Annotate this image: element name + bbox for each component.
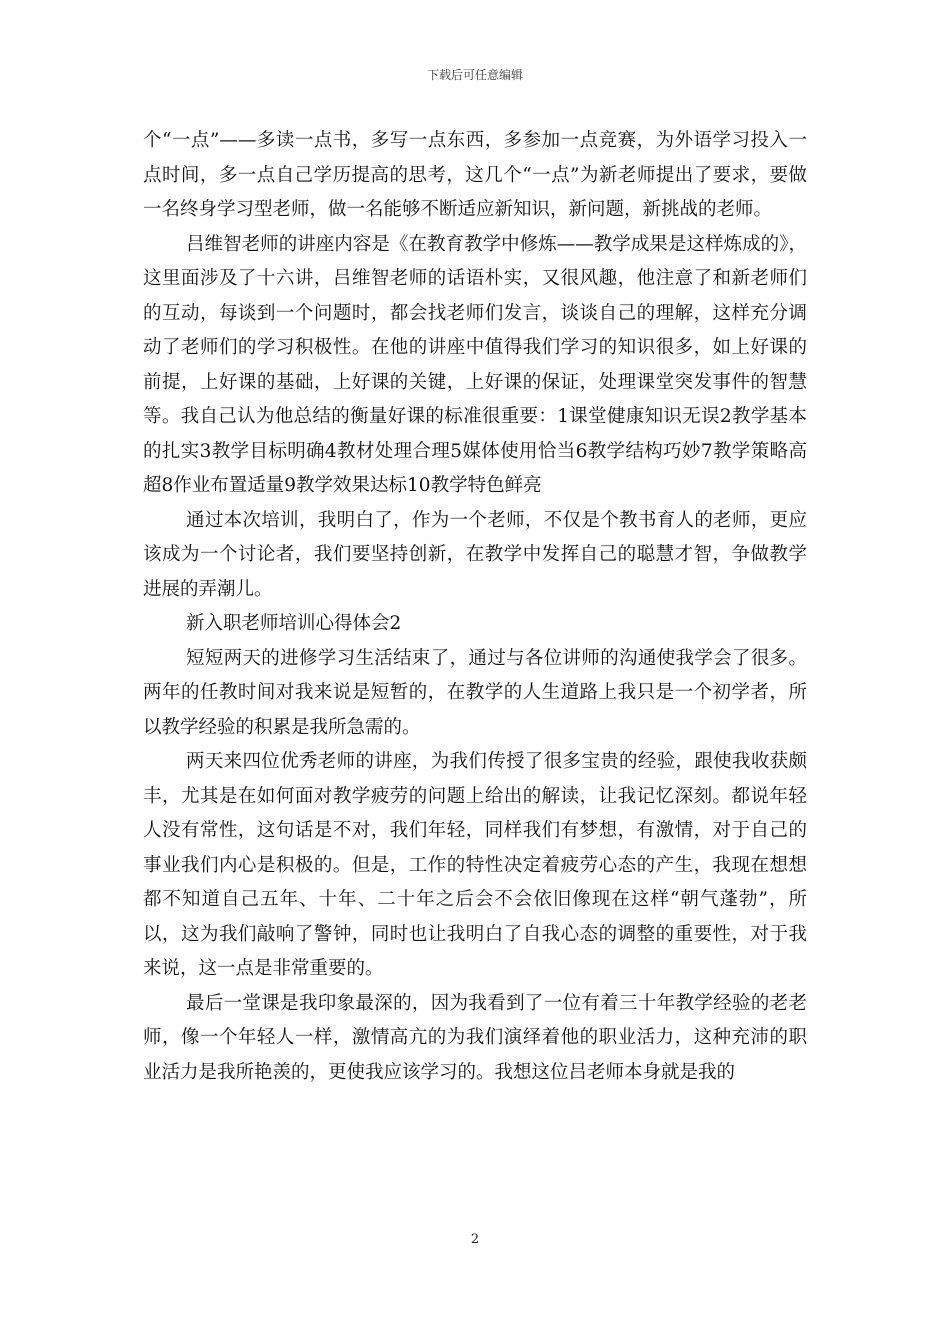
page-header: 下载后可任意编辑 [426,68,523,82]
document-body [143,124,807,1090]
paragraph-study-summary: 短短两天的进修学习生活结束了，通过与各位讲师的沟通使我学会了很多。两年的任教时间对我来说是短暂的，在教学的人生道路上我只是一个初学者，所以教学经验的积累是我所急需的。 [143,647,807,738]
paragraph-lecture-lv-weizhi: 吕维智老师的讲座内容是《在教育教学中修炼——教学成果是这样炼成的》，这里面涉及了十六讲，吕维智老师的话语朴实，又很风趣，他注意了和新老师们的互动，每谈到一个问题时，都会找老师们发言，谈谈自己的理解，这样充分调动了老师们的学习积极性。在他的讲座中值得我们学习的知识很多，如上好课的前提，上好课的基础，上好课的关键，上好课的保证，处理课堂突发事件的智慧等。我自己认为他总结的衡量好课的标准很重要：1课堂健康知识无误2教学基本的扎实3教学目标明确4教材处理合理5媒体使用恰当6教学结构巧妙7教学策略高超8作业布置适量9教学效果达标10教学特色鲜亮 [143,233,807,496]
paragraph-training-conclusion: 通过本次培训，我明白了，作为一个老师，不仅是个教书育人的老师，更应该成为一个讨论者，我们要坚持创新，在教学中发挥自己的聪慧才智，争做教学进展的弄潮儿。 [143,509,807,600]
paragraph-last-lesson: 最后一堂课是我印象最深的，因为我看到了一位有着三十年教学经验的老老师，像一个年轻人一样，激情高亢的为我们演绎着他的职业活力，这种充沛的职业活力是我所艳羡的，更使我应该学习的。我想这位吕老师本身就是我的 [143,992,807,1083]
paragraph-continuation: 个“一点”——多读一点书，多写一点东西，多参加一点竞赛，为外语学习投入一点时间，多一点自己学历提高的思考，这几个“一点”为新老师提出了要求，要做一名终身学习型老师，做一名能够不断适应新知识，新问题，新挑战的老师。 [143,130,807,220]
section-heading: 新入职老师培训心得体会2 [186,613,402,634]
page-number: 2 [470,1232,480,1247]
paragraph-teaching-fatigue: 两天来四位优秀老师的讲座，为我们传授了很多宝贵的经验，跟使我收获颇丰，尤其是在如何面对教学疲劳的问题上给出的解读，让我记忆深刻。都说年轻人没有常性，这句话是不对，我们年轻，同样我们有梦想，有激情，对于自己的事业我们内心是积极的。但是，工作的特性决定着疲劳心态的产生，我现在想想都不知道自己五年、十年、二十年之后会不会依旧像现在这样“朝气蓬勃”，所以，这为我们敲响了警钟，同时也让我明白了自我心态的调整的重要性，对于我来说，这一点是非常重要的。 [143,751,807,979]
